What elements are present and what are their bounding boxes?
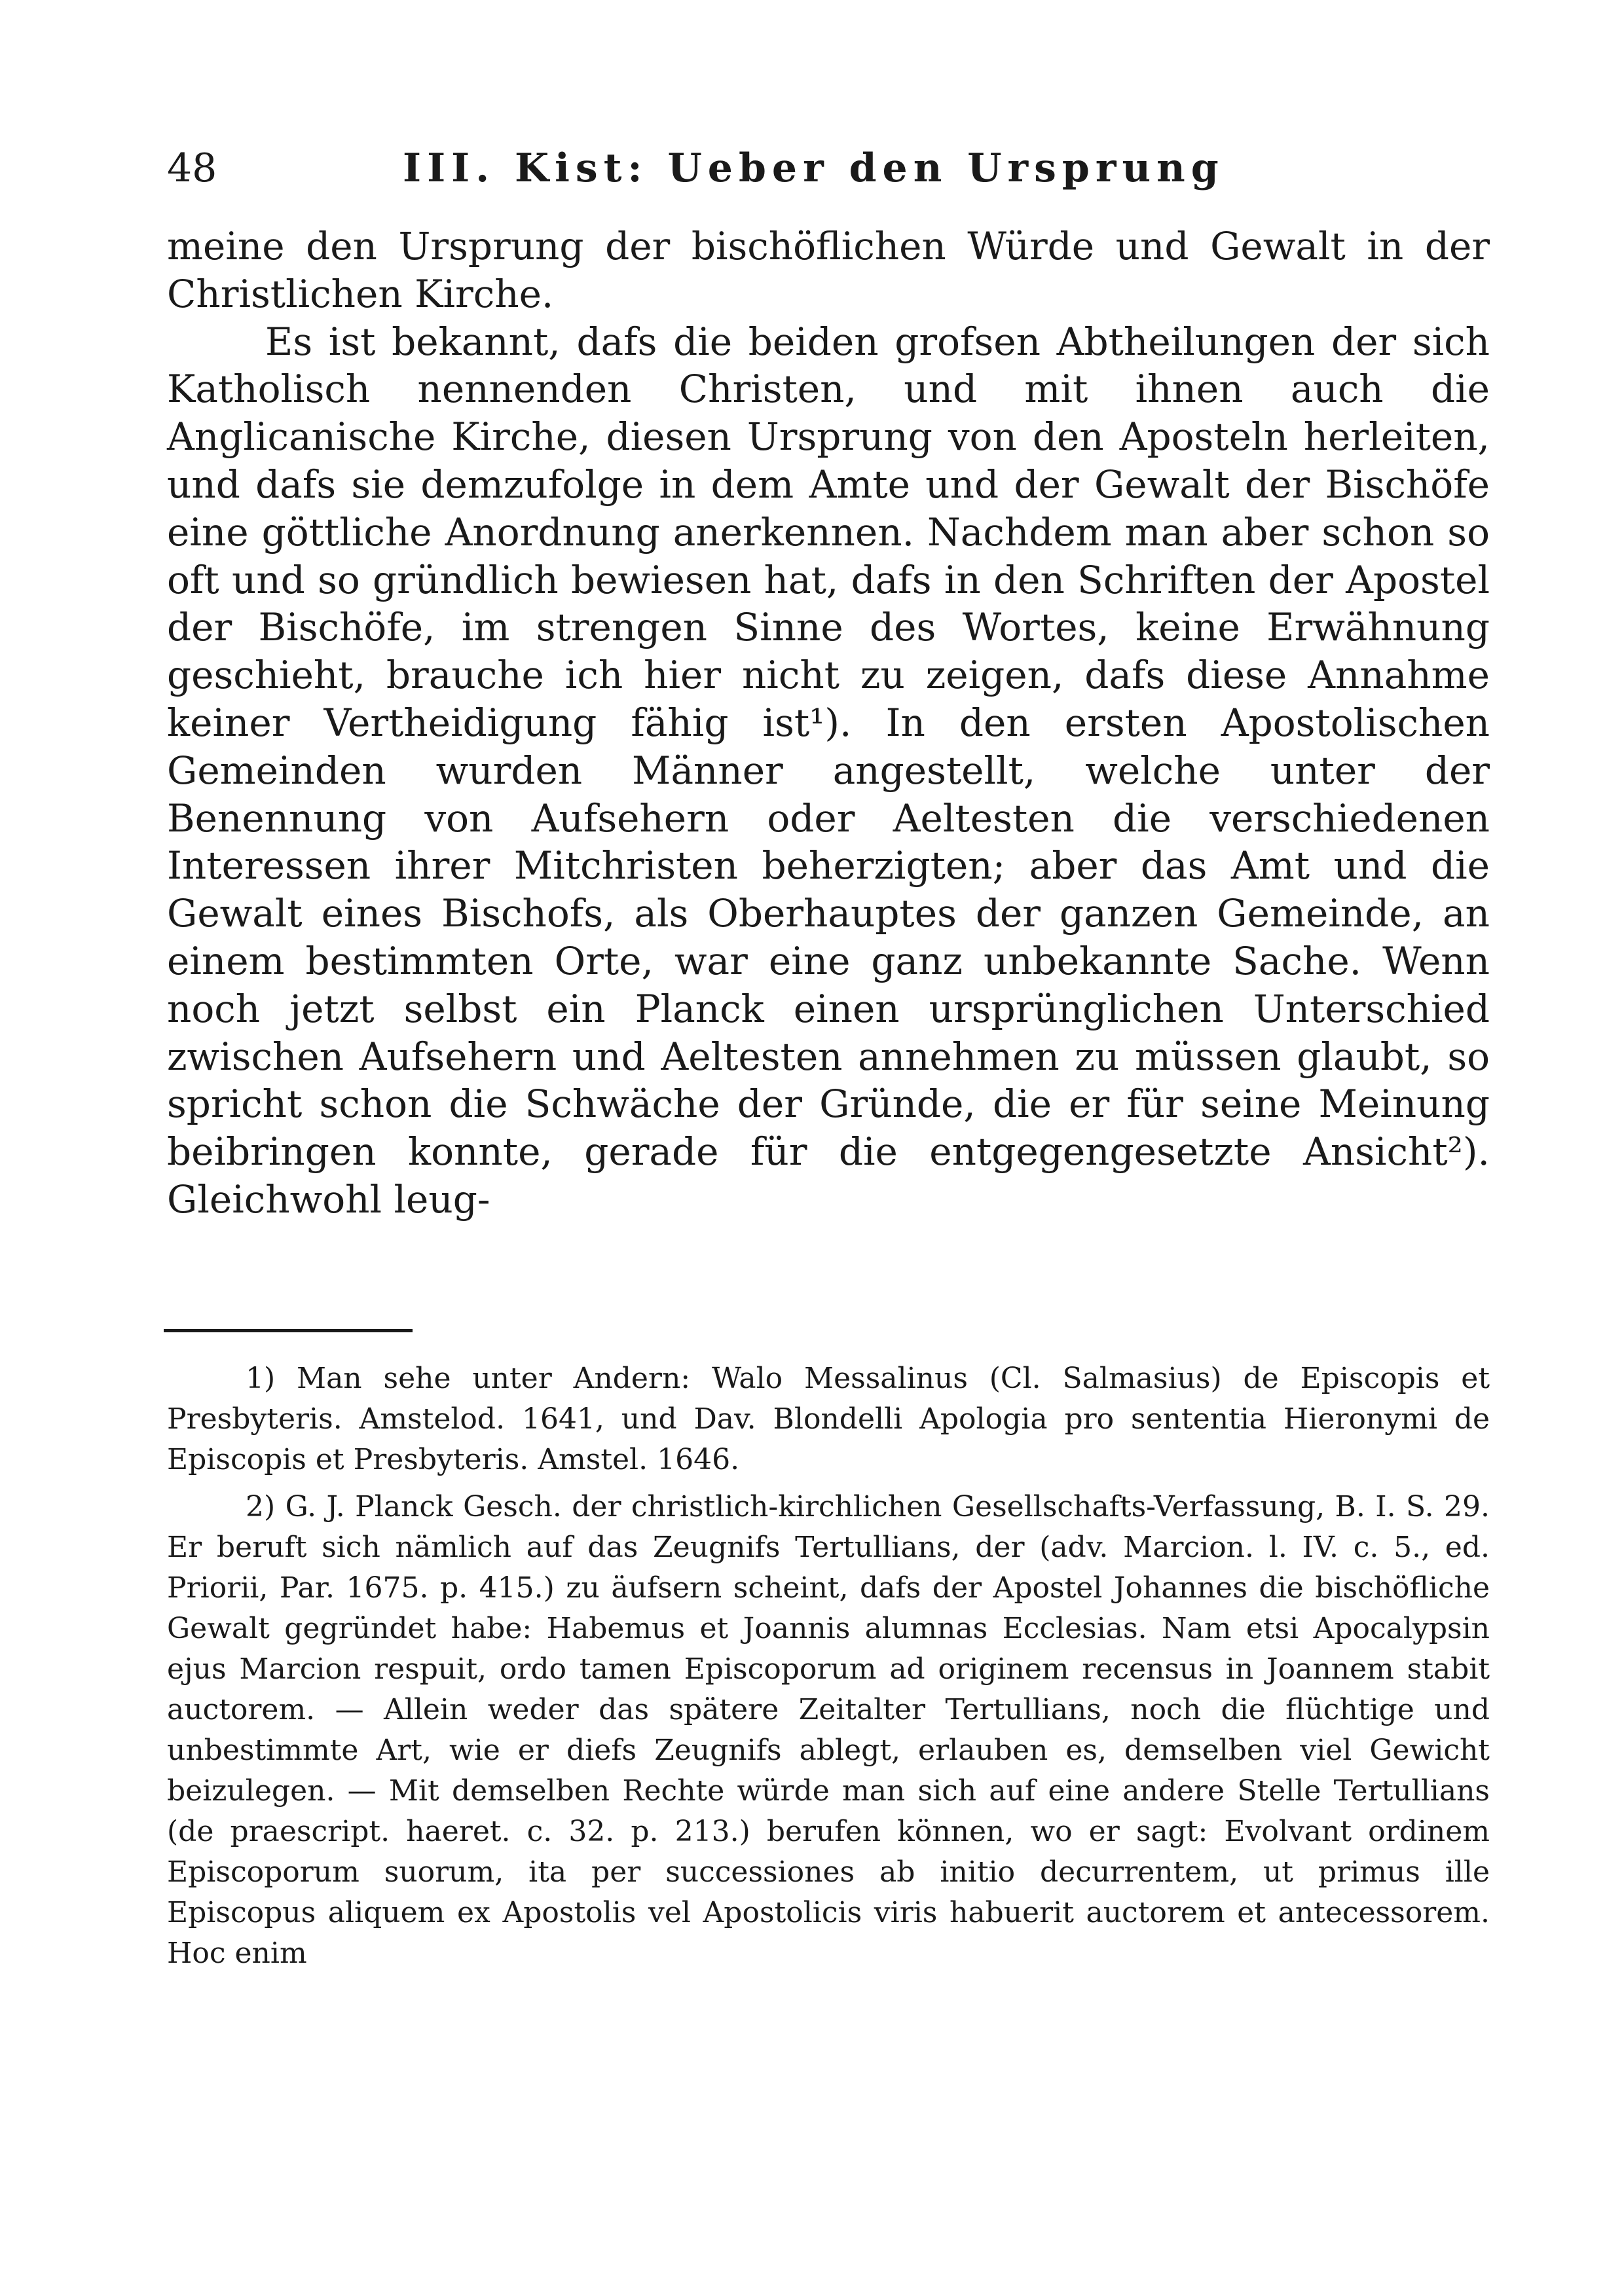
page-header: [167, 145, 1267, 204]
footnote-divider: [164, 1329, 413, 1332]
paragraph-continuation: meine den Ursprung der bischöflichen Würde und Gewalt in der Christlichen Kirche.: [167, 224, 1490, 316]
footnotes: [167, 1358, 1490, 1974]
page-number: 48: [167, 145, 217, 191]
paragraph: Es ist bekannt, dafs die beiden grofsen Abtheilungen der sich Katholisch nennenden Christen, und mit ihnen auch die Anglicanische Kirche, diesen Ursprung von den Aposteln herleiten, und dafs sie demzufolge in dem Amte und der Gewalt der Bischöfe eine göttliche Anordnung anerkennen. Nachdem man aber schon so oft und so gründlich bewiesen hat, dafs in den Schriften der Apostel der Bischöfe, im strengen Sinne des Wortes, keine Erwähnung geschieht, brauche ich hier nicht zu zeigen, dafs diese Annahme keiner Vertheidigung fähig ist¹). In den ersten Apostolischen Gemeinden wurden Männer angestellt, welche unter der Benennung von Aufsehern oder Aeltesten die verschiedenen Interessen ihrer Mitchristen beherzigten; aber das Amt und die Gewalt eines Bischofs, als Oberhauptes der ganzen Gemeinde, an einem bestimmten Orte, war eine ganz unbekannte Sache. Wenn noch jetzt selbst ein Planck einen ursprünglichen Unterschied zwischen Aufsehern und Aeltesten annehmen zu müssen glaubt, so spricht schon die Schwäche der Gründe, die er für seine Meinung beibringen konnte, gerade für die entgegengesetzte Ansicht²). Gleichwohl leug-: [167, 319, 1490, 1222]
running-title: III. Kist: Ueber den Ursprung: [403, 145, 1225, 191]
footnote-1: 1) Man sehe unter Andern: Walo Messalinus (Cl. Salmasius) de Episcopis et Presbyteris. Amstelod. 1641, und Dav. Blondelli Apologia pro sententia Hieronymi de Episcopis et Presbyteris. Amstel. 1646.: [167, 1362, 1490, 1476]
footnote-2: 2) G. J. Planck Gesch. der christlich-kirchlichen Gesellschafts-Verfassung, B. I. S. 29. Er beruft sich nämlich auf das Zeugnifs Tertullians, der (adv. Marcion. l. IV. c. 5., ed. Priorii, Par. 1675. p. 415.) zu äufsern scheint, dafs der Apostel Johannes die bischöfliche Gewalt gegründet habe: Habemus et Joannis alumnas Ecclesias. Nam etsi Apocalypsin ejus Marcion respuit, ordo tamen Episcoporum ad originem recensus in Joannem stabit auctorem. — Allein weder das spätere Zeitalter Tertullians, noch die flüchtige und unbestimmte Art, wie er diefs Zeugnifs ablegt, erlauben es, demselben viel Gewicht beizulegen. — Mit demselben Rechte würde man sich auf eine andere Stelle Tertullians (de praescript. haeret. c. 32. p. 213.) berufen können, wo er sagt: Evolvant ordinem Episcoporum suorum, ita per successiones ab initio decurrentem, ut primus ille Episcopus aliquem ex Apostolis vel Apostolicis viris habuerit auctorem et antecessorem. Hoc enim: [167, 1490, 1490, 1970]
main-text: [167, 223, 1490, 1224]
